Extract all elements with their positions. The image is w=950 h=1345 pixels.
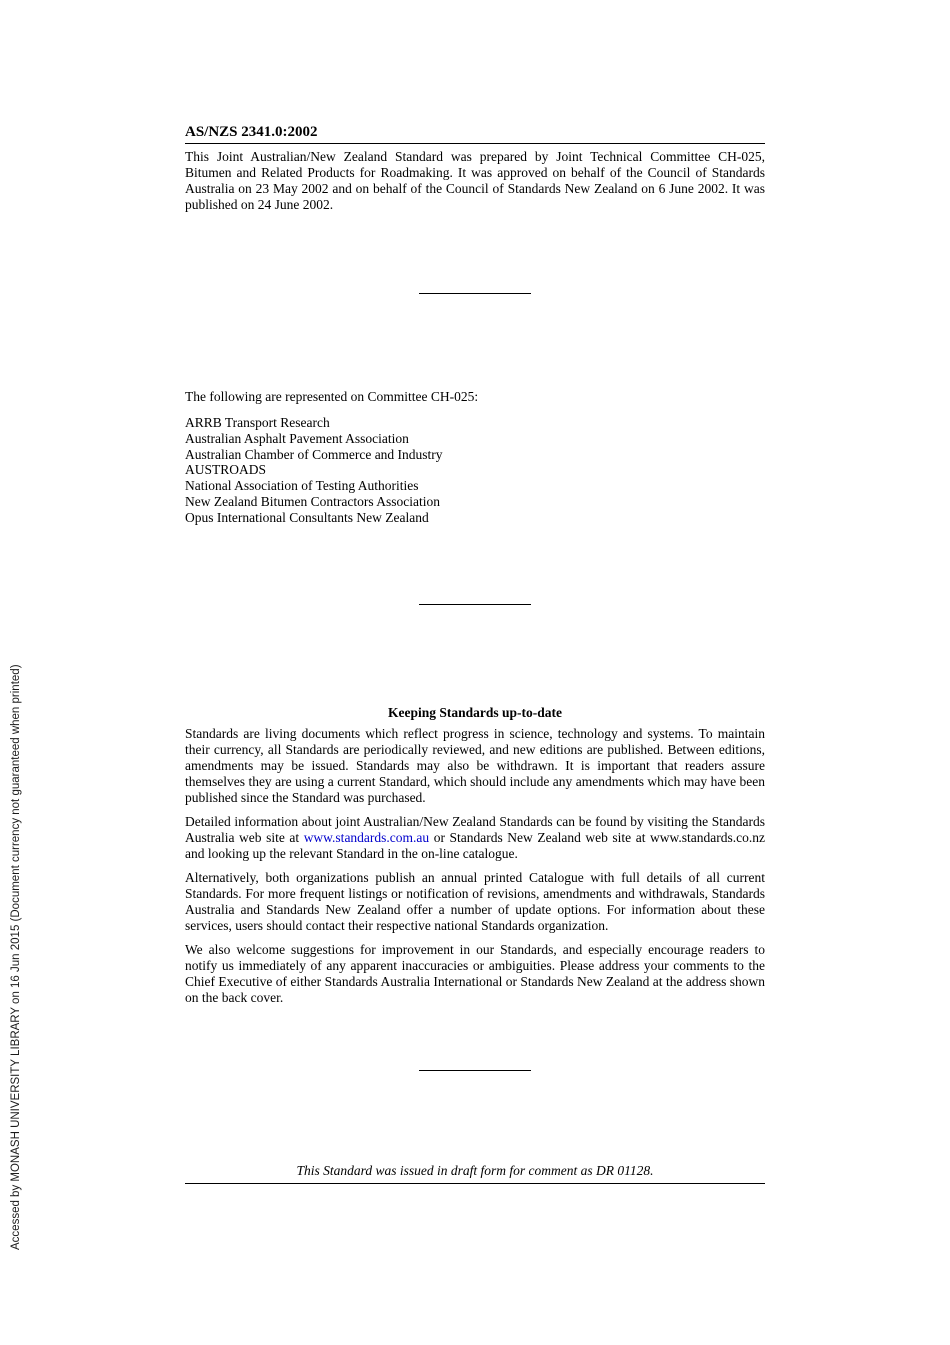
paragraph-text: or Standards New Zealand web site at www.standards.co.nz and looking up the relevant Standard in the on-line catalogue.: [185, 829, 765, 861]
committee-member: ARRB Transport Research: [185, 415, 330, 430]
keeping-paragraph-4: We also welcome suggestions for improvement in our Standards, and especially encourage readers to notify us immediately of any apparent inaccuracies or ambiguities. Please address your comments to the Chief Executive of either Standards Australia International or Standards New Zealand at the address shown on the back cover.: [185, 941, 765, 1005]
bottom-rule: [185, 1183, 765, 1184]
header-rule: [185, 143, 765, 144]
committee-member: Opus International Consultants New Zealand: [185, 509, 429, 525]
committee-heading: The following are represented on Committee CH-025:: [185, 389, 479, 404]
section-divider-1: [419, 293, 531, 294]
committee-member: Australian Asphalt Pavement Association: [185, 430, 409, 446]
paragraph-text: Detailed information about joint Australian/New Zealand Standards can be found by visiting the Standards Australia web site at: [185, 813, 765, 845]
keeping-paragraph-2: [185, 814, 765, 862]
committee-list: [185, 415, 765, 526]
standards-australia-link[interactable]: www.standards.com.au: [303, 829, 430, 845]
keeping-paragraph-3: Alternatively, both organizations publish an annual printed Catalogue with full details of all current Standards. For more frequent listings or notification of revisions, amendments and withdrawals, Standards Australia and Standards New Zealand offer a number of update options. For information about these services, users should contact their respective national Standards organization.: [185, 869, 765, 933]
keeping-standards-title: Keeping Standards up-to-date: [387, 704, 563, 720]
committee-member: AUSTROADS: [185, 462, 267, 478]
section-divider-3: [419, 1070, 531, 1071]
committee-member: Australian Chamber of Commerce and Industry: [185, 446, 443, 462]
library-access-note: Accessed by MONASH UNIVERSITY LIBRARY on 16 Jun 2015 (Document currency not guaranteed when printed): [10, 664, 22, 1250]
section-divider-2: [419, 604, 531, 605]
preparation-paragraph: This Joint Australian/New Zealand Standard was prepared by Joint Technical Committee CH-025, Bitumen and Related Products for Roadmaking. It was approved on behalf of the Council of Standards Australia on 23 May 2002 and on behalf of the Council of Standards New Zealand on 6 June 2002. It was published on 24 June 2002.: [185, 149, 765, 212]
keeping-paragraph-1: Standards are living documents which reflect progress in science, technology and systems. To maintain their currency, all Standards are periodically reviewed, and new editions are published. Between editions, amendments may be issued. Standards may also be withdrawn. It is important that readers assure themselves they are using a current Standard, which should include any amendments which may have been published since the Standard was purchased.: [185, 725, 765, 805]
draft-comment-note: This Standard was issued in draft form for comment as DR 01128.: [296, 1162, 654, 1178]
page-content: [185, 124, 765, 1184]
committee-member: National Association of Testing Authorities: [185, 478, 419, 494]
committee-member: New Zealand Bitumen Contractors Association: [185, 493, 440, 509]
standard-code-heading: AS/NZS 2341.0:2002: [185, 124, 318, 140]
